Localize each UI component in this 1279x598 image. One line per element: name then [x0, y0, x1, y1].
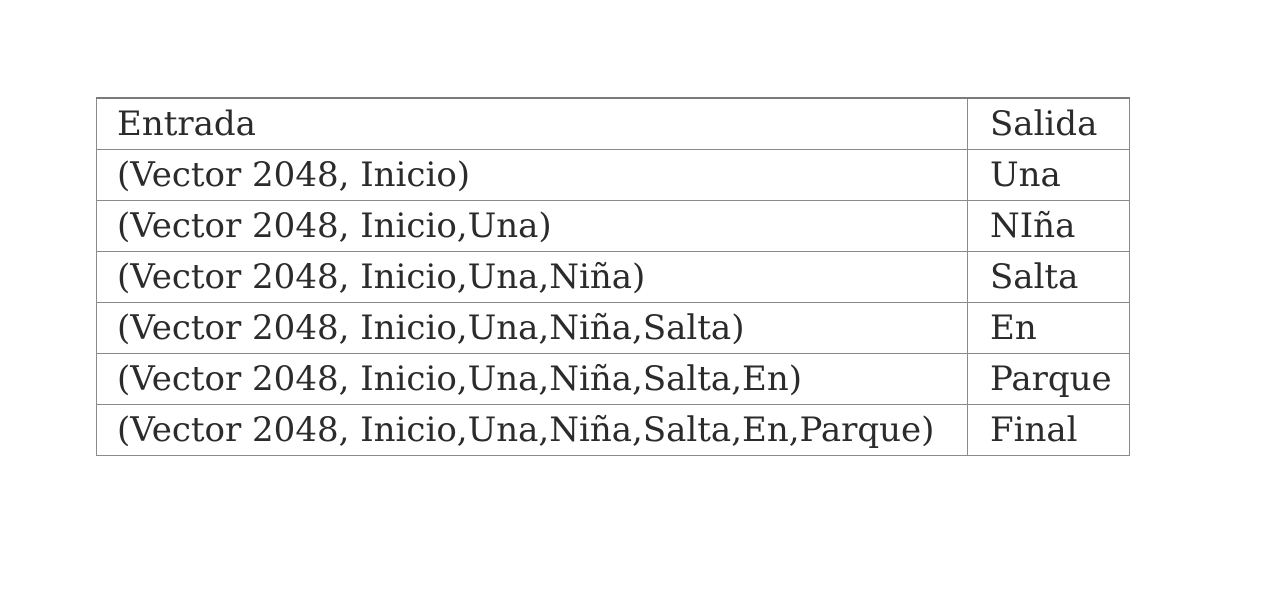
cell-output: Una [968, 150, 1130, 201]
input-output-table [96, 97, 1130, 456]
cell-output: En [968, 303, 1130, 354]
cell-output: Salta [968, 252, 1130, 303]
header-output: Salida [968, 98, 1130, 150]
cell-input: (Vector 2048, Inicio) [97, 150, 968, 201]
table-row [97, 252, 1130, 303]
cell-output: Final [968, 405, 1130, 456]
table-row [97, 405, 1130, 456]
cell-input: (Vector 2048, Inicio,Una,Niña) [97, 252, 968, 303]
cell-output: NIña [968, 201, 1130, 252]
table-row [97, 150, 1130, 201]
cell-input: (Vector 2048, Inicio,Una,Niña,Salta,En) [97, 354, 968, 405]
cell-input: (Vector 2048, Inicio,Una,Niña,Salta) [97, 303, 968, 354]
cell-input: (Vector 2048, Inicio,Una,Niña,Salta,En,Parque) [97, 405, 968, 456]
cell-input: (Vector 2048, Inicio,Una) [97, 201, 968, 252]
table-row [97, 303, 1130, 354]
table-header-row [97, 98, 1130, 150]
table-row [97, 354, 1130, 405]
cell-output: Parque [968, 354, 1130, 405]
table-row [97, 201, 1130, 252]
header-input: Entrada [97, 98, 968, 150]
